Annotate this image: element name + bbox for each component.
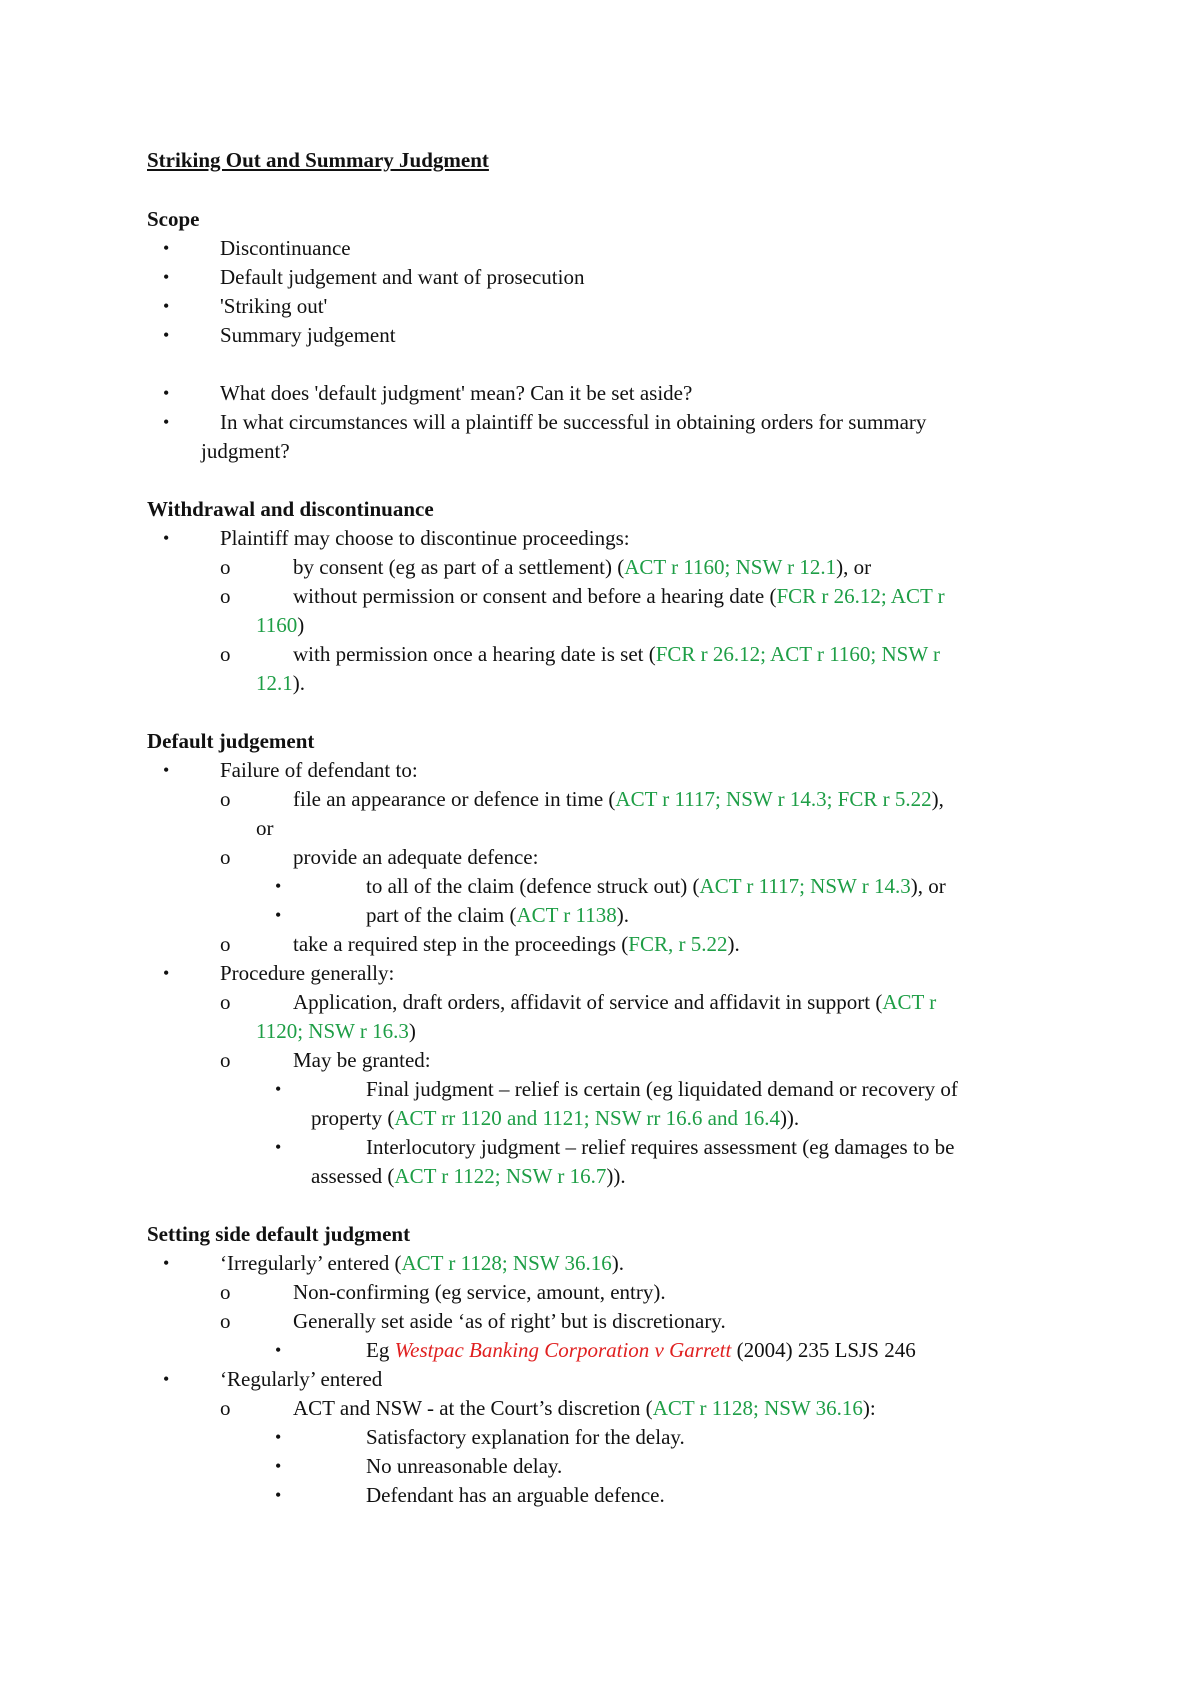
rule-reference: 12.1 [256,671,293,695]
bullet-icon: • [275,1079,282,1099]
bullet-icon: • [275,905,282,925]
sub-list-item [293,988,936,1017]
sub-list-item [293,553,871,582]
setting-aside-heading: Setting side default judgment [147,1222,411,1246]
rule-reference: ACT r 1128; NSW 36.16 [401,1251,612,1275]
item-text: part of the claim ( [366,903,517,927]
list-item: Default judgement and want of prosecution [220,265,585,289]
list-item: Failure of defendant to: [220,758,418,782]
rule-reference: FCR r 26.12; ACT r 1160; NSW r [655,642,941,666]
sub-bullet-icon: o [220,1280,231,1304]
rule-reference: ACT r 1117; NSW r 14.3; FCR r 5.22 [615,787,932,811]
rule-reference: ACT r 1160; NSW r 12.1 [624,555,837,579]
sub-list-item-continued: or [256,816,274,840]
item-text: take a required step in the proceedings ( [293,932,629,956]
sub-list-item-continued [256,1017,416,1046]
bullet-icon: • [163,528,170,548]
item-text: without permission or consent and before a hearing date ( [293,584,777,608]
sub-sub-list-item: Satisfactory explanation for the delay. [366,1425,685,1449]
item-text: ), or [836,555,872,579]
bullet-icon: • [163,1369,170,1389]
bullet-icon: • [275,1340,282,1360]
item-text: file an appearance or defence in time ( [293,787,616,811]
item-text: ) [297,613,305,637]
list-item: ‘Regularly’ entered [220,1367,383,1391]
case-citation: Westpac Banking Corporation v Garrett [394,1338,732,1362]
question-item-continued: judgment? [201,439,290,463]
item-text: assessed ( [311,1164,395,1188]
item-text: to all of the claim (defence struck out) ( [366,874,700,898]
item-text: ) [408,1019,416,1043]
bullet-icon: • [275,876,282,896]
sub-list-item [293,1394,876,1423]
sub-list-item [293,640,940,669]
item-text: )). [779,1106,800,1130]
rule-reference: ACT r [882,990,937,1014]
sub-bullet-icon: o [220,642,231,666]
item-text: ). [616,903,630,927]
list-item: 'Striking out' [220,294,328,318]
bullet-icon: • [163,238,170,258]
scope-heading: Scope [147,207,200,231]
sub-sub-list-item-continued [311,1104,799,1133]
item-text: ). [611,1251,624,1275]
sub-list-item: provide an adequate defence: [293,845,539,869]
item-text: ACT and NSW - at the Court’s discretion ( [293,1396,653,1420]
sub-sub-list-item: Interlocutory judgment – relief requires assessment (eg damages to be [366,1135,955,1159]
sub-list-item [293,930,740,959]
sub-list-item [293,785,944,814]
sub-sub-list-item [366,1336,916,1365]
item-text: ‘Irregularly’ entered ( [220,1251,402,1275]
rule-reference: ACT r 1122; NSW r 16.7 [394,1164,607,1188]
list-item: Discontinuance [220,236,351,260]
rule-reference: ACT rr 1120 and 1121; NSW rr 16.6 and 16.4 [394,1106,780,1130]
page-title: Striking Out and Summary Judgment [147,148,489,172]
item-text: ). [292,671,305,695]
list-item: Plaintiff may choose to discontinue proceedings: [220,526,630,550]
sub-sub-list-item: No unreasonable delay. [366,1454,563,1478]
rule-reference: 1160 [256,613,298,637]
bullet-icon: • [163,325,170,345]
sub-list-item-continued [256,611,304,640]
item-text: by consent (eg as part of a settlement) ( [293,555,625,579]
sub-bullet-icon: o [220,584,231,608]
question-item: What does 'default judgment' mean? Can it be set aside? [220,381,693,405]
list-item: Summary judgement [220,323,396,347]
rule-reference: 1120; NSW r 16.3 [256,1019,409,1043]
list-item: Procedure generally: [220,961,395,985]
bullet-icon: • [163,1253,170,1273]
item-text: ). [727,932,740,956]
bullet-icon: • [275,1137,282,1157]
sub-list-item: Generally set aside ‘as of right’ but is discretionary. [293,1309,726,1333]
bullet-icon: • [163,963,170,983]
sub-bullet-icon: o [220,932,231,956]
sub-sub-list-item: Defendant has an arguable defence. [366,1483,665,1507]
item-text: Application, draft orders, affidavit of service and affidavit in support ( [293,990,883,1014]
item-text: Eg [366,1338,395,1362]
sub-sub-list-item-continued [311,1162,626,1191]
bullet-icon: • [275,1485,282,1505]
bullet-icon: • [163,412,170,432]
rule-reference: ACT r 1138 [516,903,617,927]
item-text: ): [862,1396,876,1420]
sub-bullet-icon: o [220,1048,231,1072]
bullet-icon: • [163,760,170,780]
item-text: ), or [910,874,946,898]
bullet-icon: • [275,1456,282,1476]
sub-sub-list-item [366,872,946,901]
rule-reference: FCR r 26.12; ACT r [776,584,945,608]
sub-bullet-icon: o [220,990,231,1014]
item-text: property ( [311,1106,395,1130]
sub-bullet-icon: o [220,787,231,811]
item-text: )). [606,1164,626,1188]
sub-bullet-icon: o [220,555,231,579]
sub-list-item [293,582,945,611]
question-item: In what circumstances will a plaintiff be successful in obtaining orders for summary [220,410,927,434]
sub-bullet-icon: o [220,1396,231,1420]
rule-reference: ACT r 1117; NSW r 14.3 [699,874,911,898]
sub-bullet-icon: o [220,845,231,869]
rule-reference: ACT r 1128; NSW 36.16 [652,1396,863,1420]
sub-list-item: May be granted: [293,1048,431,1072]
default-judgement-heading: Default judgement [147,729,315,753]
sub-bullet-icon: o [220,1309,231,1333]
sub-list-item-continued [256,669,305,698]
item-text: (2004) 235 LSJS 246 [731,1338,916,1362]
list-item [220,1249,624,1278]
rule-reference: FCR, r 5.22 [628,932,728,956]
item-text: ), [931,787,944,811]
withdrawal-heading: Withdrawal and discontinuance [147,497,434,521]
sub-sub-list-item: Final judgment – relief is certain (eg liquidated demand or recovery of [366,1077,958,1101]
bullet-icon: • [163,267,170,287]
bullet-icon: • [275,1427,282,1447]
sub-sub-list-item [366,901,629,930]
item-text: with permission once a hearing date is set ( [293,642,656,666]
sub-list-item: Non-confirming (eg service, amount, entry). [293,1280,666,1304]
bullet-icon: • [163,296,170,316]
bullet-icon: • [163,383,170,403]
